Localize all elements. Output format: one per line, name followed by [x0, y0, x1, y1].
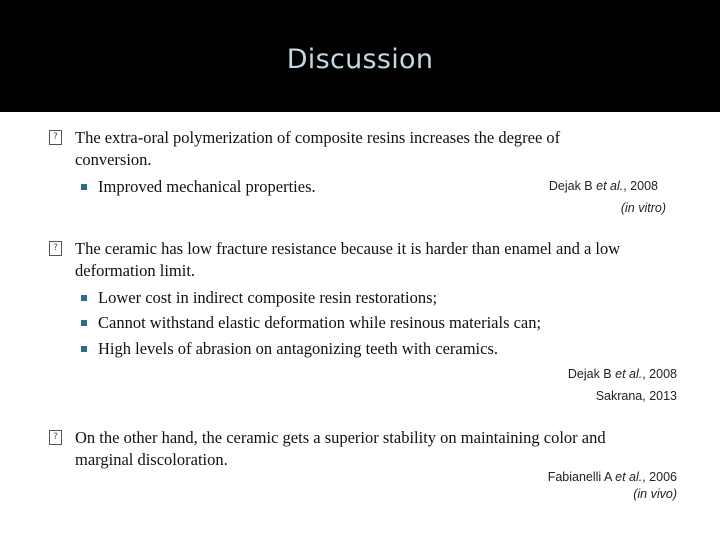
- sub-bullet-text: Cannot withstand elastic deformation while resinous materials can;: [98, 313, 542, 332]
- reference-1: [480, 178, 658, 194]
- reference-3: [480, 469, 677, 485]
- ref-2-author: Dejak B: [567, 367, 616, 381]
- sub-bullet-2-1: [98, 287, 437, 309]
- ref-1-note: (in vitro): [620, 201, 666, 215]
- bullet-3-line-2: marginal discoloration.: [75, 450, 228, 469]
- square-bullet-icon: [81, 184, 87, 190]
- bullet-1-line-2: conversion.: [75, 150, 152, 169]
- sub-bullet-2-3: [98, 338, 498, 360]
- reference-2-line-2: [480, 388, 677, 404]
- ref-1-etal: et al.: [596, 179, 624, 193]
- sub-bullet-1-1: [98, 176, 316, 198]
- bullet-1: [53, 127, 695, 171]
- ref-3-etal: et al.: [615, 470, 643, 484]
- sub-bullet-text: High levels of abrasion on antagonizing teeth with ceramics.: [98, 339, 499, 358]
- square-bullet-icon: [81, 346, 87, 352]
- bullet-2-line-2: deformation limit.: [75, 261, 196, 280]
- ref-1-author: Dejak B: [548, 179, 597, 193]
- reference-1-note: [480, 200, 666, 216]
- slide-title: Discussion: [286, 44, 434, 75]
- sub-bullet-2-2: [98, 312, 541, 334]
- ref-3-note: (in vivo): [633, 487, 677, 501]
- ref-2-etal: et al.: [615, 367, 643, 381]
- bullet-3-line-1: On the other hand, the ceramic gets a superior stability on maintaining color and: [75, 428, 606, 447]
- ref-2-sakrana: Sakrana, 2013: [595, 389, 677, 403]
- ref-2-year: , 2008: [642, 367, 677, 381]
- bullet-marker-icon: ?: [49, 430, 62, 445]
- bullet-3: [53, 427, 695, 471]
- ref-3-author: Fabianelli A: [547, 470, 616, 484]
- reference-2: [480, 366, 677, 382]
- sub-bullet-text: Lower cost in indirect composite resin restorations;: [98, 288, 438, 307]
- bullet-1-line-1: The extra-oral polymerization of composite resins increases the degree of: [75, 128, 561, 147]
- bullet-marker-icon: ?: [49, 130, 62, 145]
- ref-3-year: , 2006: [642, 470, 677, 484]
- square-bullet-icon: [81, 320, 87, 326]
- sub-bullet-text: Improved mechanical properties.: [98, 177, 316, 196]
- bullet-2: [53, 238, 695, 282]
- ref-1-year: , 2008: [623, 179, 658, 193]
- reference-3-note: [480, 486, 677, 502]
- square-bullet-icon: [81, 295, 87, 301]
- bullet-marker-icon: ?: [49, 241, 62, 256]
- bullet-2-line-1: The ceramic has low fracture resistance because it is harder than enamel and a low: [75, 239, 621, 258]
